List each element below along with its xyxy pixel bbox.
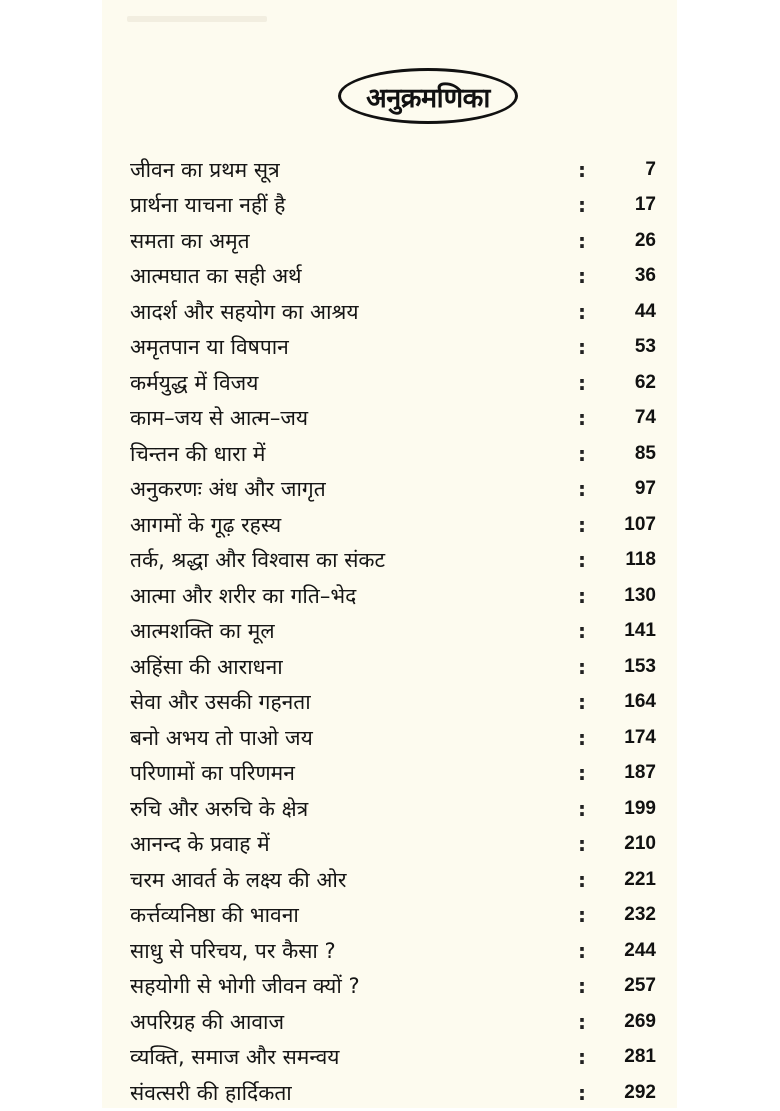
toc-entry[interactable]	[130, 330, 660, 366]
toc-entry[interactable]	[130, 649, 660, 685]
toc-separator: :	[578, 370, 586, 395]
toc-separator: :	[578, 583, 586, 608]
toc-entry[interactable]	[130, 507, 660, 543]
toc-separator: :	[578, 335, 586, 360]
toc-page-number: 53	[634, 336, 656, 358]
toc-entry-title: समता का अमृत	[130, 228, 250, 253]
toc-entry[interactable]	[130, 1075, 660, 1111]
toc-entry[interactable]	[130, 898, 660, 934]
toc-entry-title: चिन्तन की धारा में	[130, 441, 266, 466]
toc-entry[interactable]	[130, 223, 660, 259]
toc-separator: :	[578, 264, 586, 289]
toc-page-number: 164	[624, 691, 656, 713]
page-title: अनुक्रमणिका	[366, 82, 490, 114]
toc-page-number: 292	[624, 1081, 656, 1103]
toc-separator: :	[578, 228, 586, 253]
toc-entry[interactable]	[130, 756, 660, 792]
toc-separator: :	[578, 548, 586, 573]
toc-entry[interactable]	[130, 152, 660, 188]
toc-entry[interactable]	[130, 720, 660, 756]
title-oval	[338, 68, 518, 124]
toc-entry[interactable]	[130, 614, 660, 650]
toc-entry[interactable]	[130, 365, 660, 401]
toc-page-number: 232	[624, 904, 656, 926]
toc-page-number: 7	[645, 158, 656, 180]
toc-page-number: 36	[634, 265, 656, 287]
toc-separator: :	[578, 1045, 586, 1070]
toc-page-number: 97	[634, 478, 656, 500]
toc-page-number: 85	[634, 442, 656, 464]
toc-separator: :	[578, 157, 586, 182]
toc-separator: :	[578, 761, 586, 786]
toc-entry-title: तर्क, श्रद्धा और विश्वास का संकट	[130, 548, 386, 573]
toc-entry[interactable]	[130, 862, 660, 898]
toc-entry-title: रुचि और अरुचि के क्षेत्र	[130, 796, 309, 821]
toc-separator: :	[578, 512, 586, 537]
toc-entry-title: काम–जय से आत्म–जय	[130, 406, 309, 431]
toc-entry-title: आगमों के गूढ़ रहस्य	[130, 512, 282, 537]
toc-separator: :	[578, 796, 586, 821]
toc-entry-title: परिणामों का परिणमन	[130, 761, 295, 786]
toc-page-number: 269	[624, 1010, 656, 1032]
toc-entry-title: कर्त्तव्यनिष्ठा की भावना	[130, 903, 299, 928]
toc-separator: :	[578, 477, 586, 502]
toc-entry-title: सेवा और उसकी गहनता	[130, 690, 311, 715]
toc-entry-title: सहयोगी से भोगी जीवन क्यों ?	[130, 974, 360, 999]
toc-entry-title: संवत्सरी की हार्दिकता	[130, 1080, 292, 1105]
toc-entry-title: अनुकरणः अंध और जागृत	[130, 477, 326, 502]
toc-separator: :	[578, 1080, 586, 1105]
toc-entry-title: प्रार्थना याचना नहीं है	[130, 193, 286, 218]
toc-entry[interactable]	[130, 436, 660, 472]
toc-entry[interactable]	[130, 685, 660, 721]
table-of-contents	[130, 152, 660, 1111]
toc-separator: :	[578, 867, 586, 892]
toc-entry[interactable]	[130, 578, 660, 614]
toc-separator: :	[578, 1009, 586, 1034]
toc-separator: :	[578, 938, 586, 963]
toc-entry-title: अपरिग्रह की आवाज	[130, 1009, 285, 1034]
toc-separator: :	[578, 974, 586, 999]
toc-entry[interactable]	[130, 294, 660, 330]
toc-entry-title: कर्मयुद्ध में विजय	[130, 370, 259, 395]
toc-entry[interactable]	[130, 969, 660, 1005]
toc-entry[interactable]	[130, 1040, 660, 1076]
toc-entry[interactable]	[130, 827, 660, 863]
toc-page-number: 210	[624, 833, 656, 855]
faint-running-header	[127, 16, 267, 22]
toc-entry-title: आनन्द के प्रवाह में	[130, 832, 270, 857]
toc-page-number: 130	[624, 584, 656, 606]
toc-entry[interactable]	[130, 472, 660, 508]
toc-page-number: 141	[624, 620, 656, 642]
toc-page-number: 174	[624, 726, 656, 748]
toc-entry-title: आत्मशक्ति का मूल	[130, 619, 275, 644]
toc-page-number: 281	[624, 1046, 656, 1068]
toc-page-number: 118	[625, 549, 656, 571]
toc-entry-title: अमृतपान या विषपान	[130, 335, 289, 360]
toc-page-number: 221	[624, 868, 656, 890]
toc-entry[interactable]	[130, 188, 660, 224]
toc-entry-title: चरम आवर्त के लक्ष्य की ओर	[130, 867, 347, 892]
toc-entry[interactable]	[130, 933, 660, 969]
toc-separator: :	[578, 299, 586, 324]
toc-separator: :	[578, 690, 586, 715]
toc-entry[interactable]	[130, 1004, 660, 1040]
toc-entry[interactable]	[130, 401, 660, 437]
toc-entry[interactable]	[130, 791, 660, 827]
toc-entry-title: आत्मघात का सही अर्थ	[130, 264, 302, 289]
toc-entry-title: व्यक्ति, समाज और समन्वय	[130, 1045, 340, 1070]
toc-page-number: 26	[634, 229, 656, 251]
toc-entry[interactable]	[130, 259, 660, 295]
toc-entry-title: जीवन का प्रथम सूत्र	[130, 157, 280, 182]
toc-page-number: 257	[624, 975, 656, 997]
toc-page-number: 153	[624, 655, 656, 677]
toc-page-number: 187	[624, 762, 656, 784]
toc-separator: :	[578, 903, 586, 928]
toc-page-number: 62	[634, 371, 656, 393]
toc-separator: :	[578, 193, 586, 218]
toc-separator: :	[578, 654, 586, 679]
toc-page-number: 17	[634, 194, 656, 216]
toc-page-number: 44	[634, 300, 656, 322]
toc-separator: :	[578, 406, 586, 431]
toc-page-number: 199	[624, 797, 656, 819]
toc-entry-title: साधु से परिचय, पर कैसा ?	[130, 938, 336, 963]
toc-separator: :	[578, 619, 586, 644]
toc-separator: :	[578, 441, 586, 466]
book-page	[102, 0, 677, 1108]
toc-entry-title: आत्मा और शरीर का गति–भेद	[130, 583, 357, 608]
toc-entry-title: अहिंसा की आराधना	[130, 654, 283, 679]
toc-separator: :	[578, 725, 586, 750]
toc-entry[interactable]	[130, 543, 660, 579]
toc-separator: :	[578, 832, 586, 857]
toc-entry-title: बनो अभय तो पाओ जय	[130, 725, 313, 750]
toc-entry-title: आदर्श और सहयोग का आश्रय	[130, 299, 359, 324]
toc-page-number: 107	[624, 513, 656, 535]
toc-page-number: 244	[624, 939, 656, 961]
toc-page-number: 74	[634, 407, 656, 429]
